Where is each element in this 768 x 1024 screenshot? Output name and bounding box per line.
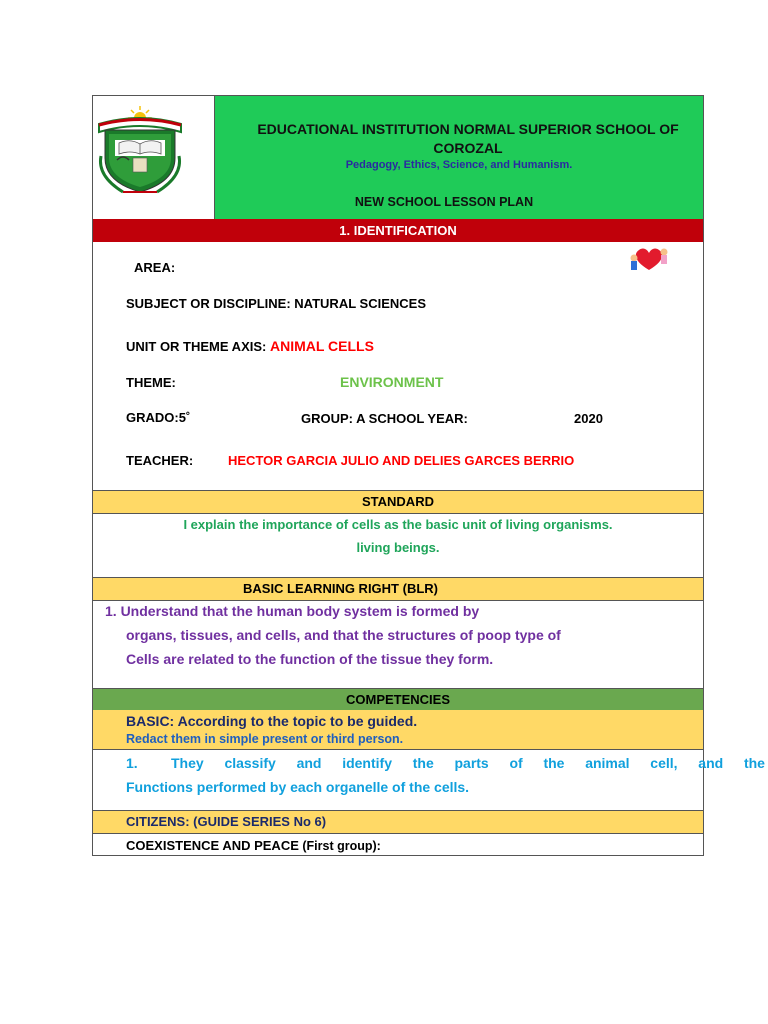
competency-item-line2: Functions performed by each organelle of the cells. [126,779,470,795]
teacher-value: HECTOR GARCIA JULIO AND DELIES GARCES BERRIO [228,453,575,468]
coexistence-title: COEXISTENCE AND PEACE [126,838,299,853]
identification-header: 1. IDENTIFICATION [93,219,703,242]
unit-label: UNIT OR THEME AXIS: [126,339,267,354]
school-motto: Pedagogy, Ethics, Science, and Humanism. [345,159,573,171]
competency-item-line1 [171,755,765,771]
school-year-value: 2020 [574,411,603,426]
unit-line [126,338,374,354]
school-title-cell [215,96,703,219]
school-name [223,120,713,158]
competency-word: identify [342,755,392,771]
blr-line2: organs, tissues, and cells, and that the structures of poop type of [126,627,561,643]
competency-word: the [412,755,434,771]
header [93,96,703,220]
group-school-year-label: GROUP: A SCHOOL YEAR: [301,411,468,426]
basic-competency-note: Redact them in simple present or third person. [126,732,404,746]
standard-header: STANDARD [93,490,703,514]
grade-label: GRADO:5˚ [126,410,191,425]
lesson-plan-title: NEW SCHOOL LESSON PLAN [354,195,534,209]
competencies-header: COMPETENCIES [93,688,703,711]
basic-competency-title: BASIC: According to the topic to be guided. [126,713,418,729]
school-name-line2: COROZAL [433,140,503,156]
heart-couple-icon [629,242,669,274]
competency-word: classify [224,755,276,771]
coexistence-group: (First group): [298,839,381,853]
competency-word: the [543,755,565,771]
school-name-line1: EDUCATIONAL INSTITUTION NORMAL SUPERIOR SCHOOL OF [257,121,679,137]
school-logo-cell [93,96,215,219]
blr-line1: 1. Understand that the human body system is formed by [105,603,480,619]
theme-value: ENVIRONMENT [340,374,444,390]
blr-line3: Cells are related to the function of the tissue they form. [126,651,494,667]
competency-word: animal [585,755,630,771]
standard-line2: living beings. [356,540,440,555]
school-crest-logo [93,96,214,219]
citizens-header: CITIZENS: (GUIDE SERIES No 6) [93,810,703,834]
competency-word: and [698,755,724,771]
subject-line: SUBJECT OR DISCIPLINE: NATURAL SCIENCES [126,296,426,311]
basic-competency-box [93,710,703,750]
blr-header: BASIC LEARNING RIGHT (BLR) [93,577,703,601]
area-label: AREA: [134,260,176,275]
competency-word: of [509,755,523,771]
unit-value: ANIMAL CELLS [269,338,374,354]
coexistence-line [126,838,381,853]
theme-label: THEME: [126,375,176,390]
competency-word: cell, [650,755,678,771]
competency-word: parts [454,755,489,771]
competency-word: and [296,755,322,771]
competency-item-number: 1. [126,755,138,771]
standard-line1: I explain the importance of cells as the basic unit of living organisms. [183,517,613,532]
lesson-plan-document [92,95,765,856]
competency-word: They [171,755,204,771]
teacher-label: TEACHER: [126,453,194,468]
competency-word: the [743,755,765,771]
